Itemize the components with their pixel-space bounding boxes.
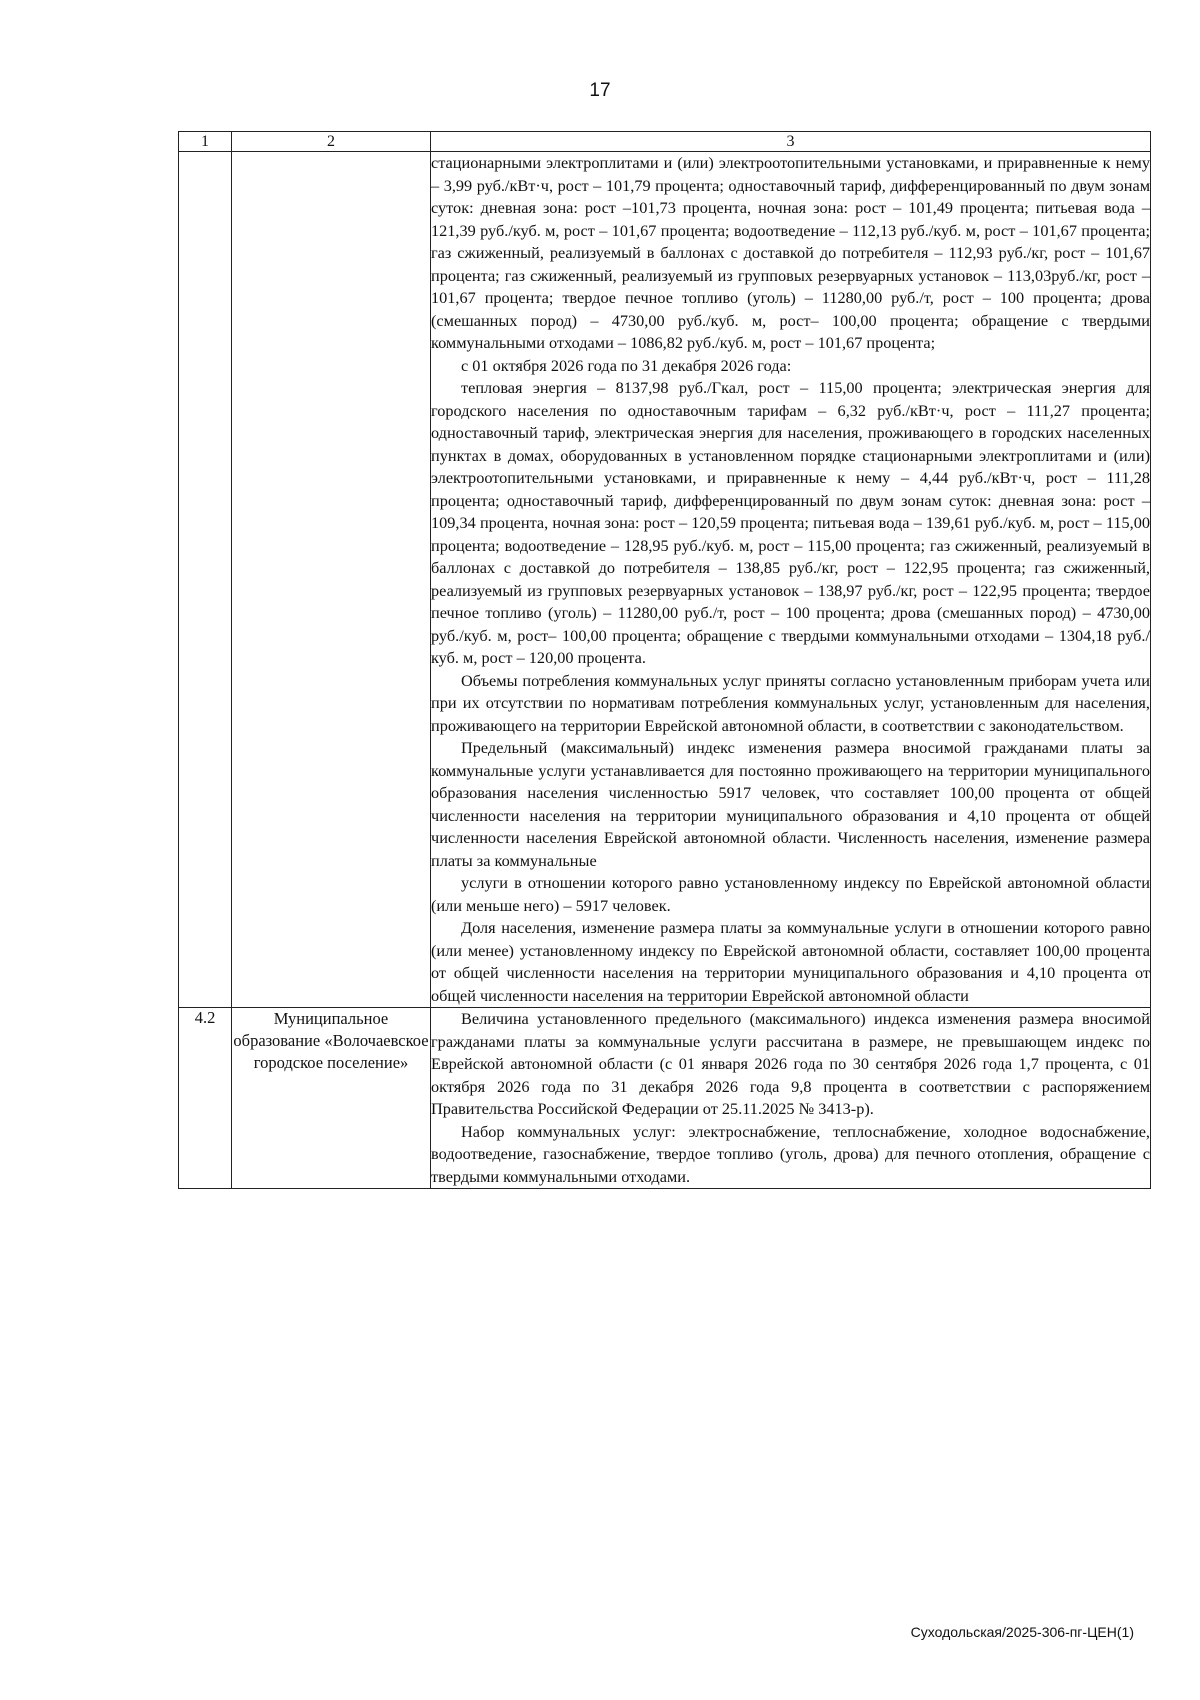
page-number: 17 [589, 80, 611, 101]
row-description [431, 1008, 1151, 1189]
header-col-1: 1 [179, 132, 232, 152]
paragraph: Набор коммунальных услуг: электроснабжение, теплоснабжение, холодное водоснабжение, водоотведение, газоснабжение, твердое топливо (уголь, дрова) для печного отопления, обращение с твердыми коммунальными отходами. [431, 1121, 1150, 1186]
paragraph: Доля населения, изменение размера платы за коммунальные услуги в отношении которого равно (или менее) установленному индексу по Еврейской автономной области, составляет 100,00 процента от общей численности населения на территории муниципального образования и 4,10 процента от общей численности населения на территории Еврейской автономной области [431, 918, 1150, 1005]
row-number: 4.2 [179, 1008, 232, 1189]
table-row [179, 1008, 1151, 1189]
tariff-table [178, 131, 1151, 1189]
table-row [179, 152, 1151, 1008]
municipality-name [232, 152, 431, 1008]
row-description [431, 152, 1151, 1008]
paragraph: тепловая энергия – 8137,98 руб./Гкал, рост – 115,00 процента; электрическая энергия для городского населения по одноставочным тарифам – 6,32 руб./кВт·ч, рост – 111,27 процента; одноставочный тариф, электрическая энергия для населения, проживающего в городских населенных пунктах в домах, оборудованных в установленном порядке стационарными электроплитами и (или) электроотопительными установками, и приравненные к нему – 4,44 руб./кВт·ч, рост – 111,28 процента; одноставочный тариф, дифференцированный по двум зонам суток: дневная зона: рост –109,34 процента, ночная зона: рост – 120,59 процента; питьевая вода – 139,61 руб./куб. м, рост – 115,00 процента; водоотведение – 128,95 руб./куб. м, рост – 115,00 процента; газ сжиженный, реализуемый в баллонах с доставкой до потребителя – 138,85 руб./кг, рост – 122,95 процента; газ сжиженный, реализуемый из групповых резервуарных установок – 138,97 руб./кг, рост – 122,95 процента; твердое печное топливо (уголь) – 11280,00 руб./т, рост – 100 процента; дрова (смешанных пород) – 4730,00 руб./куб. м, рост– 100,00 процента; обращение с твердыми коммунальными отходами – 1304,18 руб./куб. м, рост – 120,00 процента. [431, 378, 1150, 667]
paragraph: Величина установленного предельного (максимального) индекса изменения размера вносимой гражданами платы за коммунальные услуги рассчитана в размере, не превышающем индекс по Еврейской автономной области (с 01 января 2026 года по 30 сентября 2026 года 1,7 процента, с 01 октября 2026 года по 31 декабря 2026 года 9,8 процента в соответствии с распоряжением Правительства Российской Федерации от 25.11.2025 № 3413-р). [431, 1009, 1150, 1118]
header-col-2: 2 [232, 132, 431, 152]
paragraph: с 01 октября 2026 года по 31 декабря 2026 года: [461, 355, 792, 375]
municipality-name: Муниципальное образование «Волочаевское городское поселение» [232, 1008, 431, 1189]
table-header-row [179, 132, 1151, 152]
paragraph: стационарными электроплитами и (или) электроотопительными установками, и приравненные к нему – 3,99 руб./кВт·ч, рост – 101,79 процента; одноставочный тариф, дифференцированный по двум зонам суток: дневная зона: рост –101,73 процента, ночная зона: рост – 101,49 процента; питьевая вода – 121,39 руб./куб. м, рост – 101,67 процента; водоотведение – 112,13 руб./куб. м, рост – 101,67 процента; газ сжиженный, реализуемый в баллонах с доставкой до потребителя – 112,93 руб./кг, рост – 101,67 процента; газ сжиженный, реализуемый из групповых резервуарных установок – 113,03руб./кг, рост – 101,67 процента; твердое печное топливо (уголь) – 11280,00 руб./т, рост – 100 процента; дрова (смешанных пород) – 4730,00 руб./куб. м, рост– 100,00 процента; обращение с твердыми коммунальными отходами – 1086,82 руб./куб. м, рост – 101,67 процента; [431, 153, 1150, 352]
row-number [179, 152, 232, 1008]
document-footer: Суходольская/2025-306-пг-ЦЕН(1) [910, 1624, 1134, 1640]
header-col-3: 3 [431, 132, 1151, 152]
paragraph: услуги в отношении которого равно установленному индексу по Еврейской автономной области (или меньше него) – 5917 человек. [431, 873, 1150, 915]
paragraph: Предельный (максимальный) индекс изменения размера вносимой гражданами платы за коммунальные услуги устанавливается для постоянно проживающего на территории муниципального образования населения численностью 5917 человек, что составляет 100,00 процента от общей численности населения на территории муниципального образования и 4,10 процента от общей численности населения Еврейской автономной области. Численность населения, изменение размера платы за коммунальные [431, 738, 1150, 870]
paragraph: Объемы потребления коммунальных услуг приняты согласно установленным приборам учета или при их отсутствии по нормативам потребления коммунальных услуг, установленным для населения, проживающего на территории Еврейской автономной области, в соответствии с законодательством. [431, 670, 1150, 735]
